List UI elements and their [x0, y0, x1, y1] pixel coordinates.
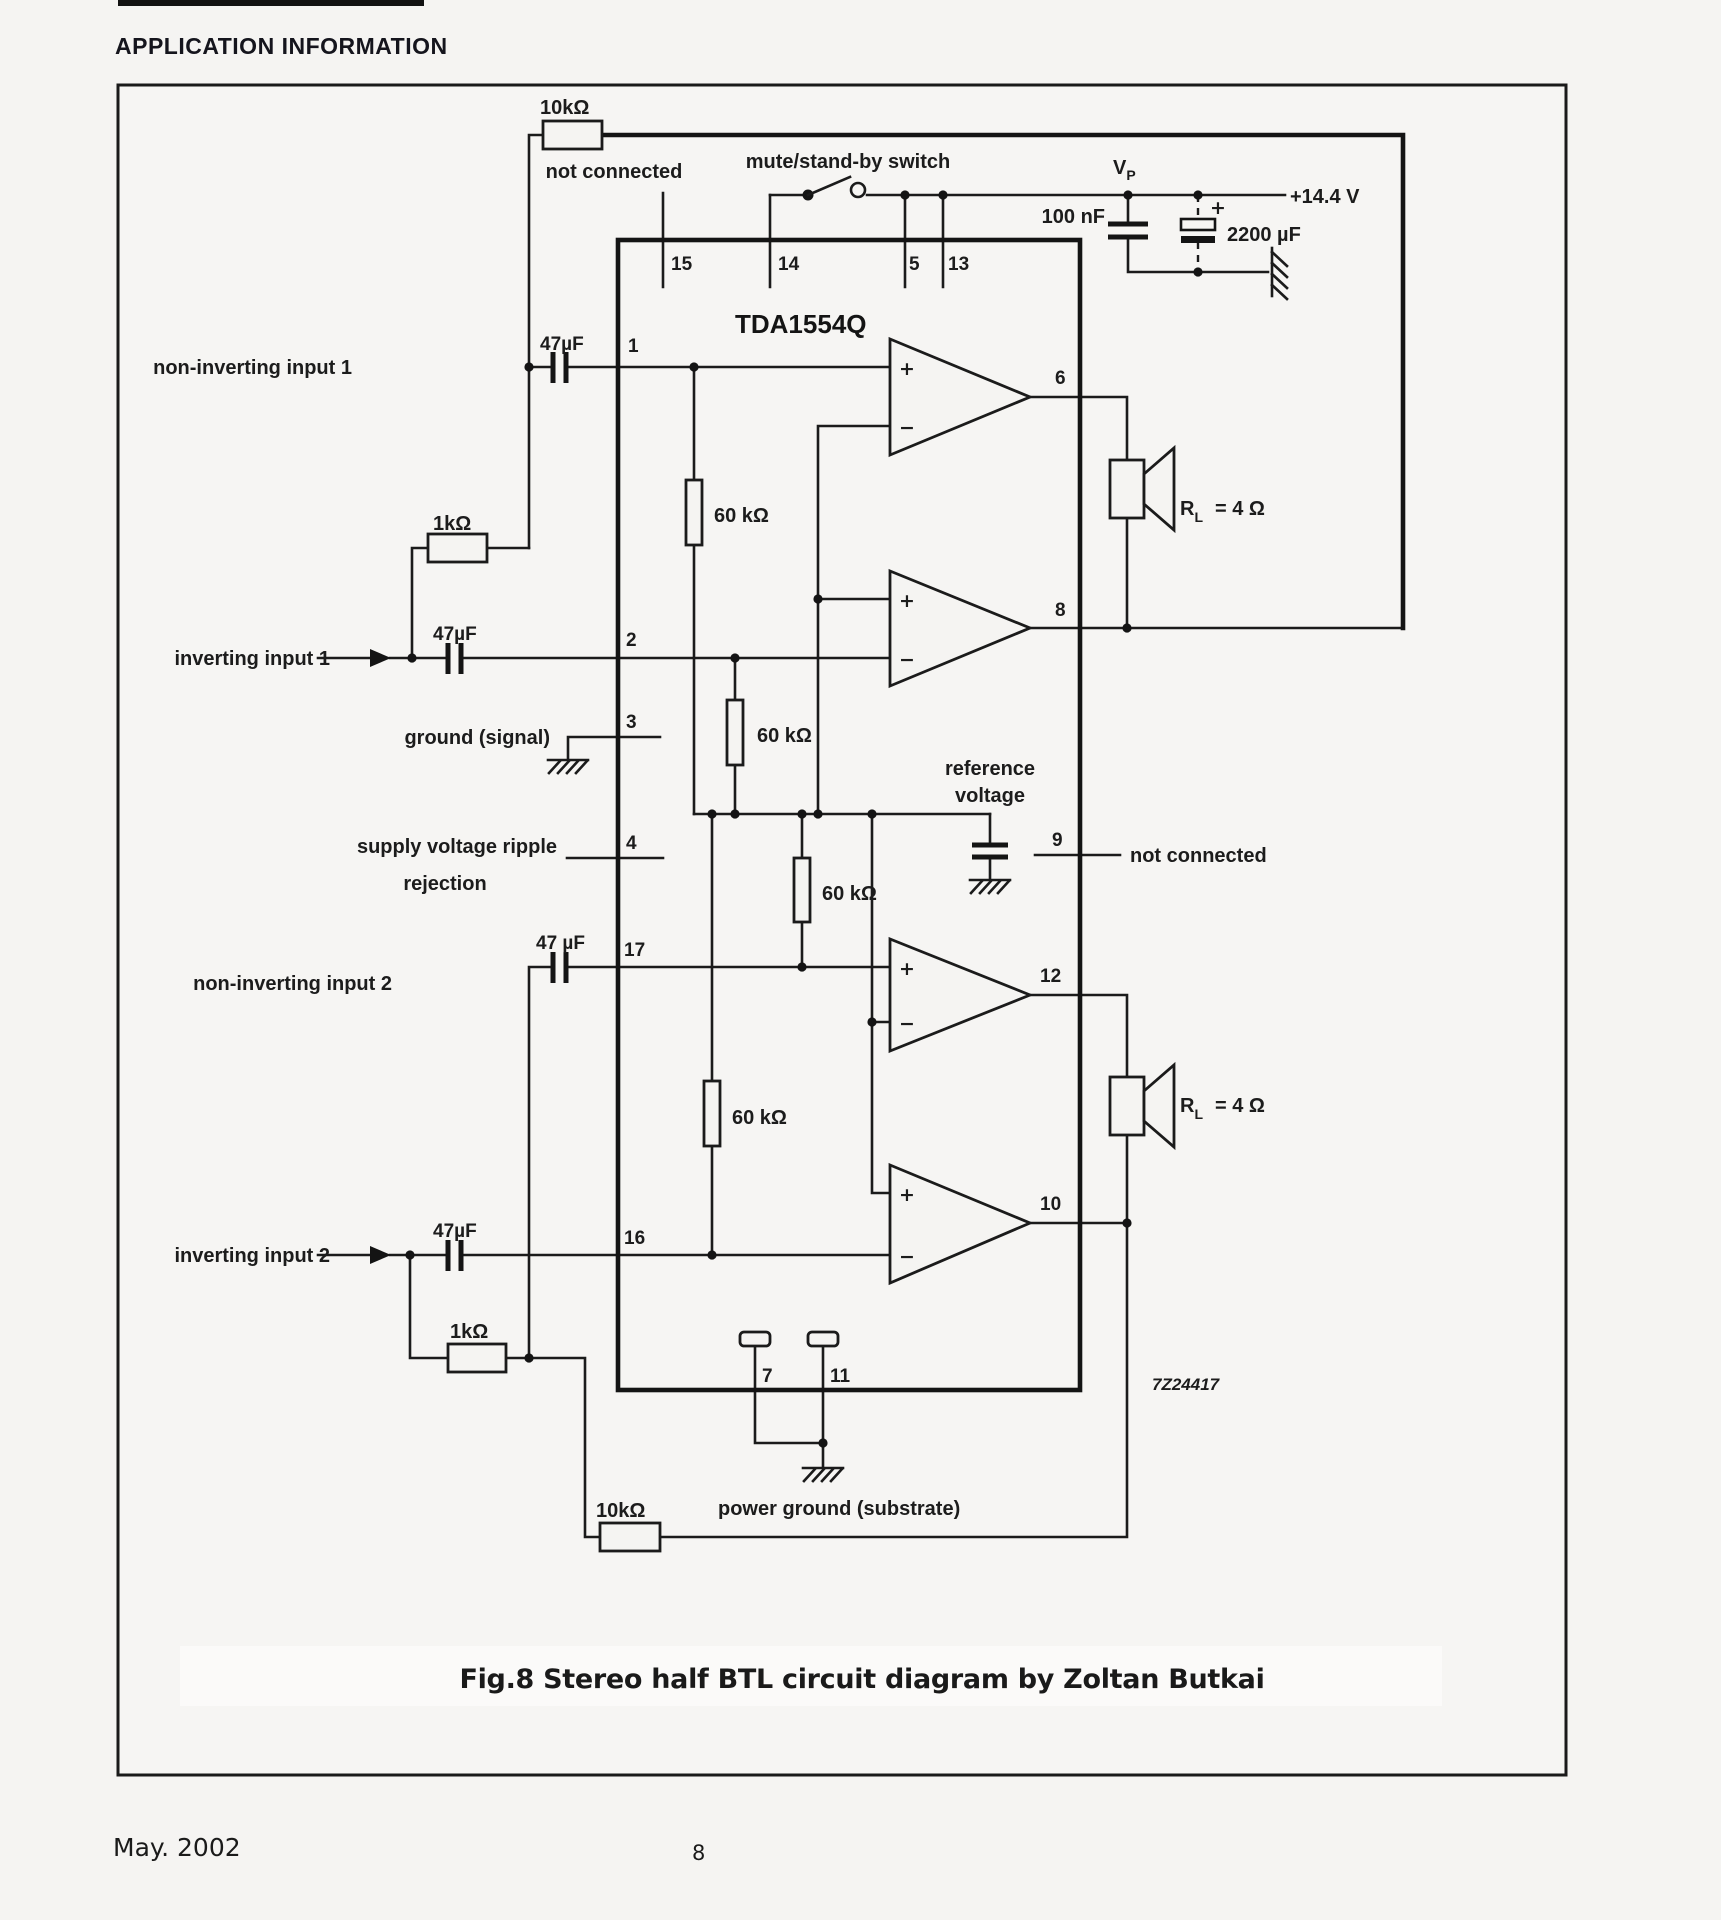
footer-date: May. 2002 — [113, 1833, 241, 1862]
cap-2200uf-polarity: + — [1210, 197, 1226, 219]
switch-contact — [851, 183, 865, 197]
pin-6: 6 — [1055, 368, 1066, 389]
opamp-2-plus-icon: + — [899, 590, 915, 612]
opamp-3-minus-icon: − — [899, 1013, 915, 1035]
pin-16: 16 — [624, 1228, 646, 1249]
pin-12: 12 — [1040, 966, 1062, 987]
resistor-60k-1-label: 60 kΩ — [714, 505, 769, 527]
opamp-4-plus-icon: + — [899, 1184, 915, 1206]
noninv2-label: non-inverting input 2 — [193, 973, 392, 995]
cap-47uf-noninv1-label: 47µF — [540, 334, 584, 355]
opamp-1-plus-icon: + — [899, 358, 915, 380]
pin-7: 7 — [762, 1366, 773, 1387]
noninv1-label: non-inverting input 1 — [153, 357, 352, 379]
svg-text:VP: $V_P$ — [1113, 157, 1136, 183]
pin-14: 14 — [778, 254, 800, 275]
pin11-tab — [808, 1332, 838, 1346]
ripple-label-2: rejection — [403, 873, 487, 895]
resistor-60k-3-label: 60 kΩ — [822, 883, 877, 905]
ic-name: TDA1554Q — [735, 309, 867, 339]
reference-label-1: reference — [944, 758, 1036, 780]
ground-signal-label: ground (signal) — [404, 727, 550, 749]
cap-100nf-label: 100 nF — [1041, 206, 1105, 228]
resistor-1k-top-label: 1kΩ — [433, 513, 472, 535]
cap-47uf-inv1-label: 47µF — [433, 624, 477, 645]
pin-4: 4 — [626, 833, 637, 854]
pin-1: 1 — [628, 336, 639, 357]
resistor-1k-bottom-label: 1kΩ — [450, 1321, 489, 1343]
opamp-3-plus-icon: + — [899, 958, 915, 980]
scan-artifact-strip — [118, 0, 424, 6]
cap-2200uf-label: 2200 µF — [1227, 224, 1301, 246]
cap-47uf-inv2-label: 47µF — [433, 1221, 477, 1242]
opamp-1-minus-icon: − — [899, 417, 915, 439]
drawing-code: 7Z24417 — [1152, 1375, 1220, 1394]
pin7-tab — [740, 1332, 770, 1346]
switch-label: mute/stand-by switch — [745, 151, 951, 173]
reference-label-2: voltage — [954, 785, 1026, 807]
opamp-2-minus-icon: − — [899, 649, 915, 671]
cap-47uf-noninv2-label: 47 µF — [536, 933, 585, 954]
not-connected-15-label: not connected — [545, 161, 683, 183]
opamp-4-minus-icon: − — [899, 1246, 915, 1268]
pin-3: 3 — [626, 712, 637, 733]
footer-page-number: 8 — [692, 1841, 706, 1865]
pin-11: 11 — [830, 1366, 851, 1387]
figure-caption: Fig.8 Stereo half BTL circuit diagram by Zoltan Butkai — [459, 1664, 1265, 1695]
supply-voltage-label: +14.4 V — [1290, 186, 1360, 208]
pin-5: 5 — [909, 254, 920, 275]
power-ground-label: power ground (substrate) — [718, 1498, 961, 1520]
speaker-1-label: $R_L = 4$ Ω — [1180, 498, 1265, 525]
pin-15: 15 — [671, 254, 693, 275]
not-connected-9-label: not connected — [1130, 845, 1267, 867]
ripple-label-1: supply voltage ripple — [356, 836, 557, 858]
pin-10: 10 — [1040, 1194, 1062, 1215]
pin-9: 9 — [1052, 830, 1063, 851]
page-title: APPLICATION INFORMATION — [115, 33, 448, 59]
pin-8: 8 — [1055, 600, 1066, 621]
pin-17: 17 — [624, 940, 646, 961]
pin-2: 2 — [626, 630, 637, 651]
resistor-60k-2-label: 60 kΩ — [757, 725, 812, 747]
inv1-label: inverting input 1 — [174, 648, 330, 670]
inv2-label: inverting input 2 — [174, 1245, 330, 1267]
speaker-2-label: $R_L = 4$ Ω — [1180, 1095, 1265, 1122]
pin-13: 13 — [948, 254, 970, 275]
resistor-10k-bottom-label: 10kΩ — [596, 1500, 646, 1522]
resistor-10k-top-label: 10kΩ — [540, 97, 590, 119]
resistor-60k-4-label: 60 kΩ — [732, 1107, 787, 1129]
